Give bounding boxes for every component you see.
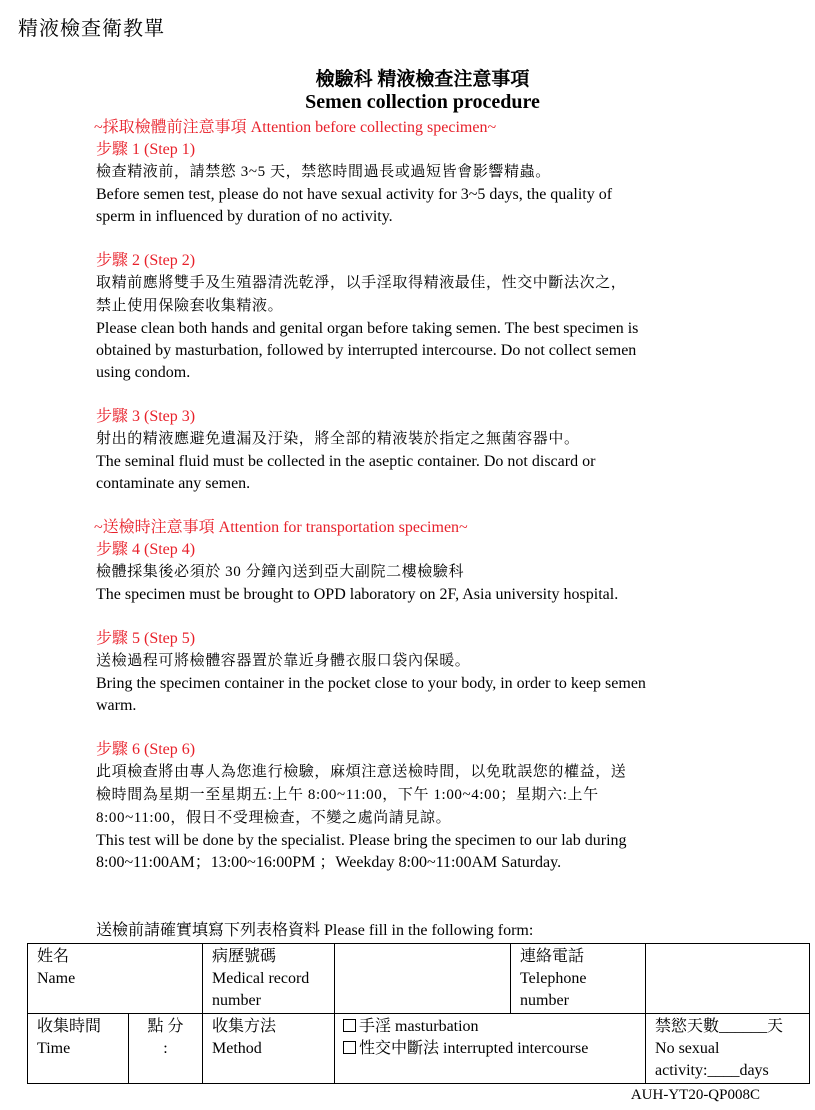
abstinence-label-zh: 禁慾天數______天	[655, 1018, 784, 1035]
form-row-collection	[28, 1014, 810, 1084]
step-text-zh: 8:00~11:00，假日不受理檢查，不變之處尚請見諒。	[96, 810, 452, 826]
checkbox-masturbation[interactable]	[343, 1019, 356, 1032]
step-text-en: Before semen test, please do not have sexual activity for 3~5 days, the quality of	[96, 186, 613, 203]
method-label-en: Method	[212, 1040, 262, 1057]
telephone-label-zh: 連絡電話	[520, 948, 585, 965]
method-option-interrupted[interactable]	[343, 1038, 636, 1060]
step-label: 步驟 4 (Step 4)	[96, 541, 196, 558]
step-text-en: contaminate any semen.	[96, 475, 251, 492]
telephone-field[interactable]	[646, 944, 810, 1014]
method-label-cell	[203, 1014, 335, 1084]
option-label: 手淫 masturbation	[359, 1018, 479, 1035]
step-2	[96, 250, 756, 384]
step-text-en: sperm in influenced by duration of no activity.	[96, 208, 393, 225]
name-label-en: Name	[37, 970, 76, 987]
page-title-english: Semen collection procedure	[305, 91, 540, 113]
step-text-en: The seminal fluid must be collected in the aseptic container. Do not discard or	[96, 453, 596, 470]
abstinence-label-en: No sexual	[655, 1040, 720, 1057]
form-instruction: 送檢前請確實填寫下列表格資料 Please fill in the following form:	[96, 922, 534, 939]
telephone-label-en: number	[520, 992, 569, 1009]
step-3	[96, 406, 756, 495]
step-6	[96, 739, 756, 874]
form-row-identity	[28, 944, 810, 1014]
step-text-zh: 此項檢查將由專人為您進行檢驗，麻煩注意送檢時間，以免耽誤您的權益，送	[96, 764, 627, 780]
step-text-en: Please clean both hands and genital organ before taking semen. The best specimen is	[96, 320, 639, 337]
telephone-label-cell	[511, 944, 646, 1014]
step-5	[96, 628, 756, 717]
name-label-zh: 姓名	[37, 948, 70, 965]
instructions-body	[96, 117, 756, 874]
step-label: 步驟 3 (Step 3)	[96, 408, 196, 425]
method-options-cell	[335, 1014, 646, 1084]
step-text-en: This test will be done by the specialist. Please bring the specimen to our lab during	[96, 832, 627, 849]
method-label-zh: 收集方法	[212, 1018, 277, 1035]
medical-record-label-zh: 病歷號碼	[212, 948, 277, 965]
step-text-en: Bring the specimen container in the pocket close to your body, in order to keep semen	[96, 675, 646, 692]
section-heading-before: ~採取檢體前注意事項 Attention before collecting specimen~	[94, 119, 497, 136]
step-text-en: using condom.	[96, 364, 191, 381]
method-option-masturbation[interactable]	[343, 1016, 636, 1038]
time-label-en: Time	[37, 1040, 71, 1057]
step-text-zh: 檢體採集後必須於 30 分鐘內送到亞大副院二樓檢驗科	[96, 564, 465, 580]
checkbox-interrupted[interactable]	[343, 1041, 356, 1054]
name-cell[interactable]	[28, 944, 203, 1014]
time-label-zh: 收集時間	[37, 1018, 102, 1035]
page-title-chinese: 檢驗科 精液檢查注意事項	[315, 69, 530, 90]
time-colon: :	[163, 1040, 168, 1057]
option-label: 性交中斷法 interrupted intercourse	[359, 1040, 589, 1057]
document-header-title: 精液檢查衛教單	[18, 18, 165, 40]
step-text-en: The specimen must be brought to OPD laboratory on 2F, Asia university hospital.	[96, 586, 619, 603]
step-text-en: obtained by masturbation, followed by interrupted intercourse. Do not collect semen	[96, 342, 637, 359]
step-text-en: warm.	[96, 697, 137, 714]
step-label: 步驟 5 (Step 5)	[96, 630, 196, 647]
time-label-cell	[28, 1014, 129, 1084]
medical-record-label-en: number	[212, 992, 261, 1009]
hour-minute-label: 點 分	[147, 1018, 184, 1035]
medical-record-label-en: Medical record	[212, 970, 310, 987]
step-label: 步驟 2 (Step 2)	[96, 252, 196, 269]
medical-record-label-cell	[203, 944, 335, 1014]
specimen-form-table	[27, 943, 810, 1084]
step-text-zh: 檢查精液前，請禁慾 3~5 天，禁慾時間過長或過短皆會影響精蟲。	[96, 164, 551, 180]
abstinence-label-en: activity:____days	[655, 1062, 769, 1079]
document-code: AUH-YT20-QP008C	[630, 1087, 760, 1103]
medical-record-field[interactable]	[335, 944, 511, 1014]
step-text-en: 8:00~11:00AM；13:00~16:00PM ；Weekday 8:00~11:00AM Saturday.	[96, 854, 562, 871]
step-1	[96, 139, 756, 228]
step-text-zh: 禁止使用保險套收集精液。	[96, 298, 284, 314]
time-field[interactable]	[129, 1014, 203, 1084]
step-label: 步驟 1 (Step 1)	[96, 141, 196, 158]
step-text-zh: 送檢過程可將檢體容器置於靠近身體衣服口袋內保暖。	[96, 653, 471, 669]
step-label: 步驟 6 (Step 6)	[96, 741, 196, 758]
telephone-label-en: Telephone	[520, 970, 587, 987]
section-heading-transport: ~送檢時注意事項 Attention for transportation specimen~	[94, 519, 468, 536]
step-text-zh: 射出的精液應避免遺漏及汙染，將全部的精液裝於指定之無菌容器中。	[96, 431, 580, 447]
abstinence-cell[interactable]	[646, 1014, 810, 1084]
step-text-zh: 取精前應將雙手及生殖器清洗乾淨，以手淫取得精液最佳，性交中斷法次之，	[96, 275, 627, 291]
step-text-zh: 檢時間為星期一至星期五:上午 8:00~11:00，下午 1:00~4:00；星期六:上午	[96, 787, 599, 803]
step-4	[96, 539, 756, 606]
